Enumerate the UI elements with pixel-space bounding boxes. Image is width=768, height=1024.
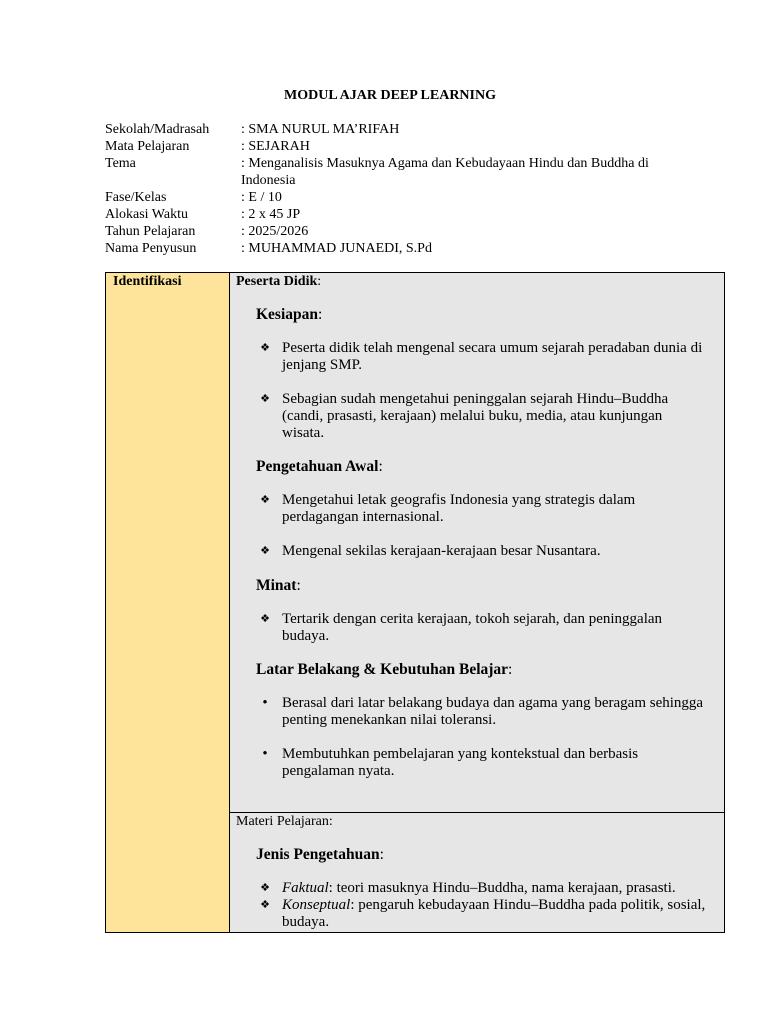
meta-row-author — [105, 240, 661, 257]
diamond-bullet-icon: ❖ — [260, 613, 270, 625]
meta-label: Alokasi Waktu — [105, 207, 188, 222]
list-item-text: Membutuhkan pembelajaran yang kontekstual dan berbasis pengalaman nyata. — [282, 746, 639, 779]
identification-content — [230, 273, 724, 932]
list-item-text: Peserta didik telah mengenal secara umum sejarah peradaban dunia di jenjang SMP. — [282, 340, 703, 373]
list-item — [262, 746, 707, 780]
diamond-bullet-icon: ❖ — [260, 899, 270, 911]
meta-label: Mata Pelajaran — [105, 139, 190, 154]
list-item-text: Mengetahui letak geografis Indonesia yang strategis dalam perdagangan internasional. — [282, 492, 636, 525]
diamond-bullet-icon: ❖ — [260, 545, 270, 557]
meta-value: : E / 10 — [241, 190, 282, 205]
dot-bullet-icon: • — [262, 746, 268, 762]
learner-cell — [230, 273, 724, 813]
material-cell — [230, 813, 724, 932]
colon: : — [318, 306, 323, 323]
section-jenis-pengetahuan — [256, 846, 384, 864]
material-heading-text: Materi Pelajaran — [236, 814, 329, 829]
meta-label: Fase/Kelas — [105, 190, 167, 205]
meta-value: : SMA NURUL MA’RIFAH — [241, 122, 400, 137]
list-item-text: Berasal dari latar belakang budaya dan agama yang beragam sehingga penting menekankan nilai toleransi. — [282, 695, 704, 728]
colon: : — [379, 846, 384, 863]
meta-value: : MUHAMMAD JUNAEDI, S.Pd — [241, 241, 432, 256]
learner-heading-text: Peserta Didik — [236, 274, 318, 289]
term: Konseptual — [282, 897, 351, 913]
meta-row-phase — [105, 189, 661, 206]
section-title: Kesiapan — [256, 306, 319, 323]
list-item-text: : teori masuknya Hindu–Buddha, nama kerajaan, prasasti. — [328, 880, 676, 896]
diamond-bullet-icon: ❖ — [260, 882, 270, 894]
dot-bullet-icon: • — [262, 695, 268, 711]
list-item — [262, 695, 707, 729]
term: Faktual — [282, 880, 329, 896]
meta-row-subject — [105, 138, 661, 155]
diamond-bullet-icon: ❖ — [260, 342, 270, 354]
section-pengetahuan-awal — [256, 458, 383, 476]
identification-table — [105, 272, 725, 933]
meta-row-time — [105, 206, 661, 223]
colon: : — [378, 458, 383, 475]
colon: : — [317, 274, 322, 289]
list-item — [260, 340, 707, 374]
list-item — [260, 611, 707, 645]
list-item-text: Sebagian sudah mengetahui peninggalan sejarah Hindu–Buddha (candi, prasasti, kerajaan) melalui buku, media, atau kunjungan wisata. — [282, 391, 669, 441]
list-item-text: Tertarik dengan cerita kerajaan, tokoh sejarah, dan peninggalan budaya. — [282, 611, 663, 644]
section-title: Minat — [256, 577, 297, 594]
meta-row-theme — [105, 155, 661, 189]
list-item — [260, 880, 707, 897]
diamond-bullet-icon: ❖ — [260, 393, 270, 405]
diamond-bullet-icon: ❖ — [260, 494, 270, 506]
meta-value: : SEJARAH — [241, 139, 310, 154]
meta-value: : 2 x 45 JP — [241, 207, 301, 222]
colon: : — [296, 577, 301, 594]
section-latar-belakang — [256, 661, 512, 679]
identity-block — [105, 121, 661, 257]
meta-row-year — [105, 223, 661, 240]
list-item-text: Mengenal sekilas kerajaan-kerajaan besar Nusantara. — [282, 543, 601, 559]
section-title: Latar Belakang & Kebutuhan Belajar — [256, 661, 509, 678]
colon: : — [328, 814, 333, 829]
list-item — [260, 543, 707, 560]
section-title: Jenis Pengetahuan — [256, 846, 380, 863]
list-item-text: : pengaruh kebudayaan Hindu–Buddha pada politik, sosial, budaya. — [282, 897, 706, 930]
identification-label: Identifikasi — [106, 273, 230, 932]
meta-value: : Menganalisis Masuknya Agama dan Kebudayaan Hindu dan Buddha di Indonesia — [241, 156, 649, 188]
learner-heading — [236, 274, 321, 290]
material-heading — [236, 814, 333, 830]
document-title: MODUL AJAR DEEP LEARNING — [284, 88, 496, 103]
meta-label: Nama Penyusun — [105, 241, 197, 256]
meta-row-school — [105, 121, 661, 138]
list-item — [260, 492, 707, 526]
section-minat — [256, 577, 301, 595]
meta-label: Tema — [105, 156, 136, 171]
section-kesiapan — [256, 306, 322, 324]
list-item — [260, 391, 707, 442]
list-item — [260, 897, 707, 931]
meta-label: Tahun Pelajaran — [105, 224, 196, 239]
section-title: Pengetahuan Awal — [256, 458, 379, 475]
colon: : — [508, 661, 513, 678]
meta-value: : 2025/2026 — [241, 224, 309, 239]
meta-label: Sekolah/Madrasah — [105, 122, 210, 137]
